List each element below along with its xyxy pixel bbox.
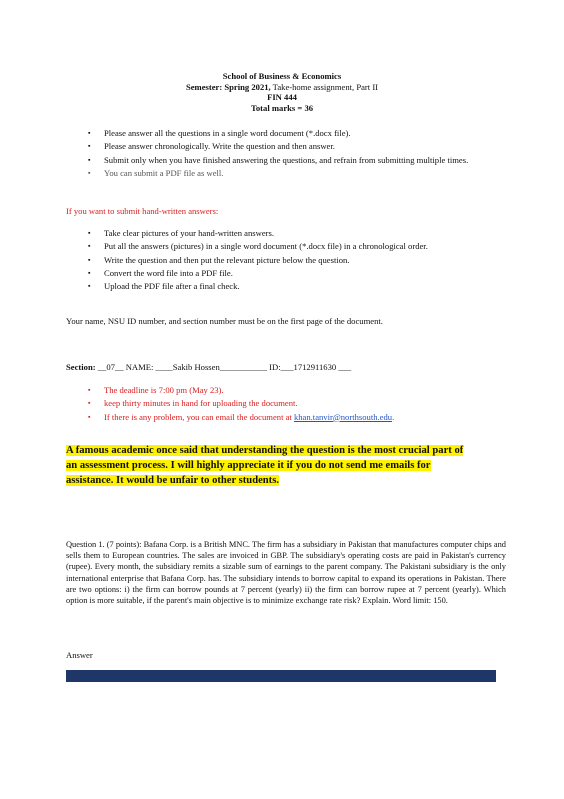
- id-value: ___1712911630 ___: [280, 362, 352, 372]
- handwritten-item: ▪ Take clear pictures of your hand-written answers.: [88, 228, 508, 240]
- handwritten-item: ▪ Put all the answers (pictures) in a single word document (*.docx file) in a chronological order.: [88, 241, 508, 253]
- instruction-item: ▪ You can submit a PDF file as well.: [88, 168, 508, 180]
- section-label: Section:: [66, 362, 96, 372]
- total-marks: Total marks = 36: [250, 102, 314, 113]
- notice-line: an assessment process. I will highly appreciate it if you do not send me emails for: [66, 460, 431, 471]
- instruction-item: ▪ Please answer chronologically. Write the question and then answer.: [88, 141, 508, 153]
- school-name: School of Business & Economics: [222, 71, 342, 81]
- semester-line: [0, 82, 564, 93]
- email-instruction: If there is any problem, you can email the document at: [104, 411, 294, 422]
- notice-line: A famous academic once said that understanding the question is the most crucial part of: [66, 445, 464, 456]
- handwritten-heading: If you want to submit hand-written answers:: [66, 206, 219, 216]
- notice-highlight: [66, 443, 506, 488]
- handwritten-item: ▪ Write the question and then put the relevant picture below the question.: [88, 255, 508, 267]
- answer-label: Answer: [66, 650, 93, 660]
- name-value: ____Sakib Hossen___________: [153, 362, 270, 372]
- answer-bar: [66, 670, 496, 682]
- handwritten-item: ▪ Upload the PDF file after a final check.: [88, 281, 508, 293]
- handwritten-item: ▪ Convert the word file into a PDF file.: [88, 268, 508, 280]
- course-code: FIN 444: [267, 92, 297, 102]
- identity-note: Your name, NSU ID number, and section number must be on the first page of the document.: [66, 316, 383, 326]
- deadline-item: [88, 412, 508, 424]
- instruction-item: ▪ Please answer all the questions in a single word document (*.docx file).: [88, 128, 508, 140]
- semester-label: Semester: Spring 2021,: [185, 81, 271, 92]
- email-link[interactable]: khan.tanvir@northsouth.edu: [293, 411, 393, 422]
- email-instruction-end: .: [392, 411, 395, 422]
- instructions-list: [88, 128, 508, 181]
- deadline-item: ▪ The deadline is 7:00 pm (May 23).: [88, 385, 508, 397]
- instruction-item: ▪ Submit only when you have finished answering the questions, and refrain from submitting multiple times.: [88, 155, 508, 167]
- question-1-text: Question 1. (7 points): Bafana Corp. is a British MNC. The firm has a subsidiary in Pakistan that manufactures computer chips and sells them to European countries. The sales are invoiced in GBP. The subsidiary's operating costs are paid in Pakistan's currency (rupee). Every month, the subsidiary remits a sizable sum of earnings to the parent company. The Pakistani subsidiary is the only international enterprise that Bafana Corp. has. The subsidiary intends to borrow capital to expand its operations in Pakistan. There are two options: i) the firm can borrow pounds at 7 percent (yearly) ii) the firm can borrow rupee at 7 percent (yearly). Which option is more suitable, if the parent's main objective is to minimize exchange rate risk? Explain. Word limit: 150.: [66, 540, 506, 606]
- deadline-list: [88, 385, 508, 425]
- handwritten-list: [88, 228, 508, 294]
- name-label: NAME:: [125, 362, 154, 372]
- section-value: __07__: [95, 362, 126, 372]
- assignment-label: Take-home assignment, Part II: [270, 81, 379, 92]
- notice-line: assistance. It would be unfair to other students.: [66, 475, 279, 486]
- document-header: [0, 71, 564, 113]
- deadline-item: ▪ keep thirty minutes in hand for uploading the document.: [88, 398, 508, 410]
- id-label: ID:: [269, 362, 281, 372]
- student-info-line: [66, 362, 351, 374]
